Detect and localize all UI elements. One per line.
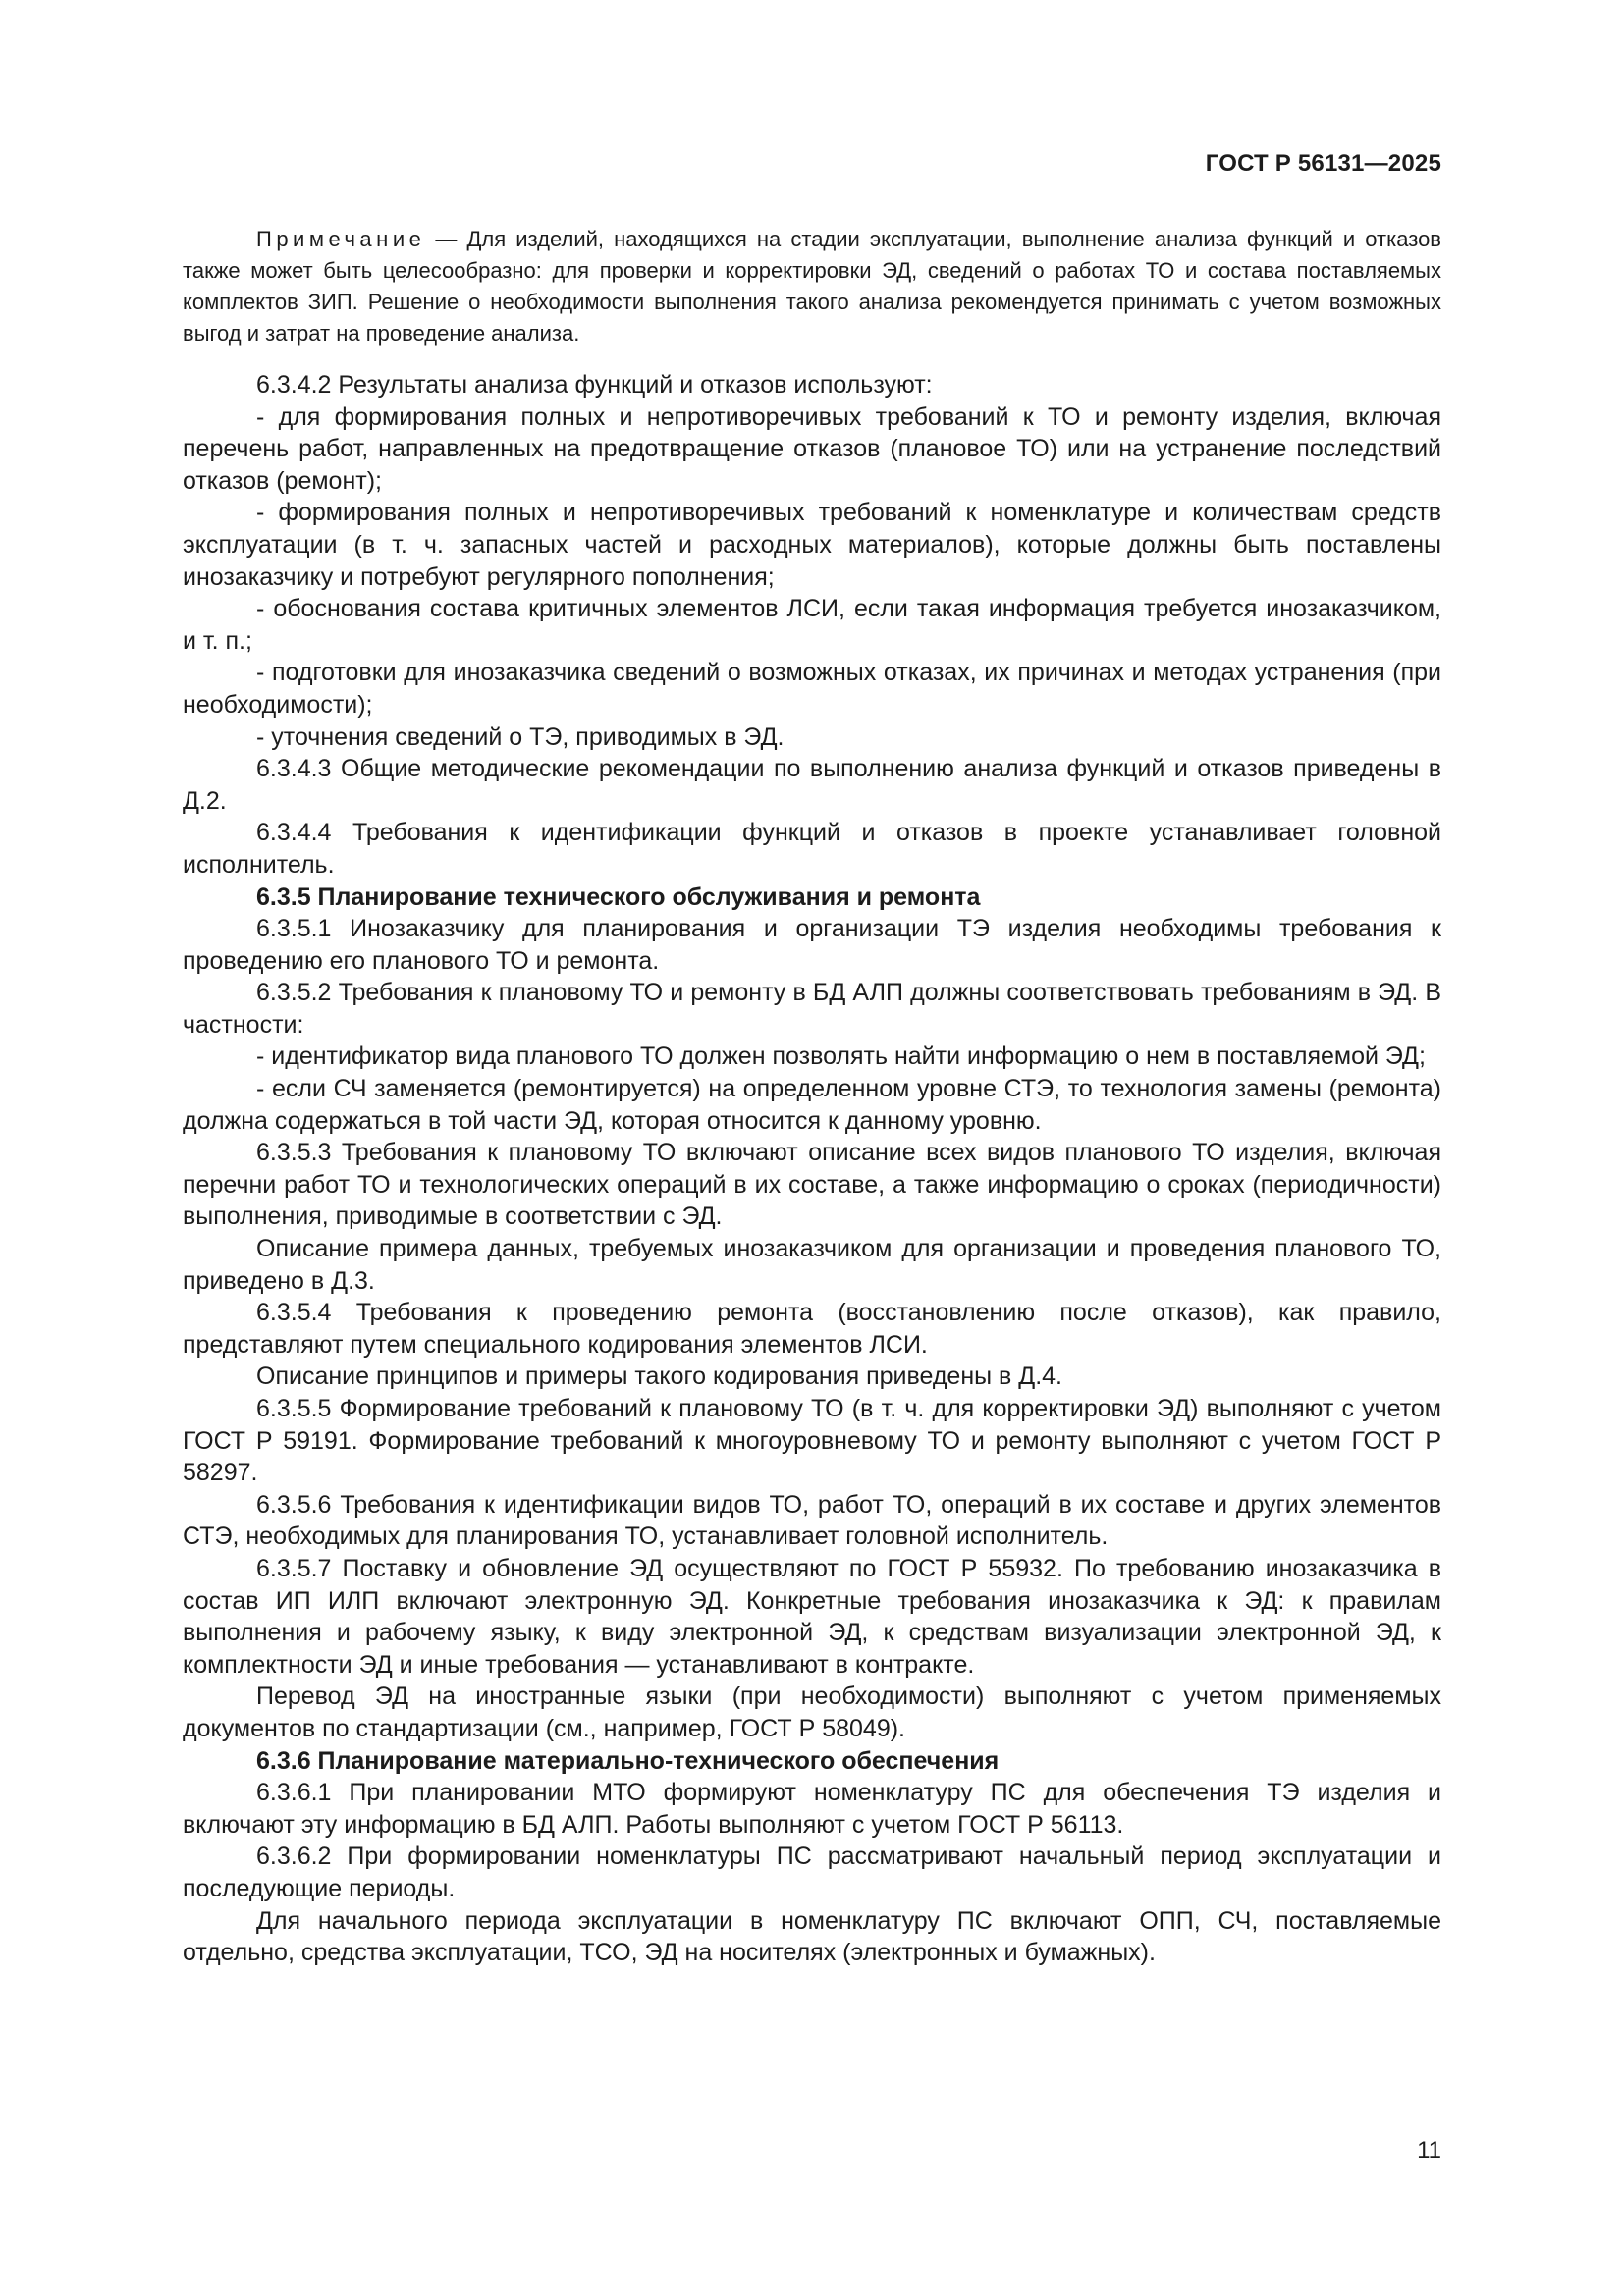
paragraph: 6.3.4.3 Общие методические рекомендации по выполнению анализа функций и отказов приведены в Д.2. [183, 755, 1441, 815]
page-number: 11 [1417, 2137, 1441, 2163]
paragraph: 6.3.5.3 Требования к плановому ТО включают описание всех видов планового ТО изделия, включая перечни работ ТО и технологических операций в их составе, а также информацию о сроках (периодичности) выполнения, приводимые в соответствии с ЭД. [183, 1139, 1441, 1231]
note-label: Примечание [256, 227, 426, 251]
note-block [183, 224, 1441, 349]
paragraph: - подготовки для инозаказчика сведений о возможных отказах, их причинах и методах устранения (при необходимости); [183, 659, 1441, 719]
paragraph: - формирования полных и непротиворечивых требований к номенклатуре и количествам средств эксплуатации (в т. ч. запасных частей и расходных материалов), которые должны быть поставлены инозаказчику и потребуют регулярного пополнения; [183, 499, 1441, 591]
paragraph: 6.3.5.5 Формирование требований к плановому ТО (в т. ч. для корректировки ЭД) выполняют с учетом ГОСТ Р 59191. Формирование требований к многоуровневому ТО и ремонту выполняют с учетом ГОСТ Р 58297. [183, 1395, 1441, 1487]
standard-designation: ГОСТ Р 56131—2025 [1205, 150, 1441, 177]
paragraph-list [183, 369, 1441, 1969]
section-heading: 6.3.5 Планирование технического обслуживания и ремонта [256, 882, 981, 911]
paragraph: 6.3.5.2 Требования к плановому ТО и ремонту в БД АЛП должны соответствовать требованиям в ЭД. В частности: [183, 979, 1441, 1039]
paragraph: - уточнения сведений о ТЭ, приводимых в ЭД. [256, 722, 785, 751]
section-heading: 6.3.6 Планирование материально-технического обеспечения [256, 1746, 1000, 1775]
paragraph: 6.3.5.1 Инозаказчику для планирования и организации ТЭ изделия необходимы требования к проведению его планового ТО и ремонта. [183, 915, 1441, 975]
paragraph: 6.3.5.4 Требования к проведению ремонта (восстановлению после отказов), как правило, представляют путем специального кодирования элементов ЛСИ. [183, 1299, 1441, 1359]
paragraph: - если СЧ заменяется (ремонтируется) на определенном уровне СТЭ, то технология замены (ремонта) должна содержаться в той части ЭД, которая относится к данному уровню. [183, 1075, 1441, 1135]
note-text: — Для изделий, находящихся на стадии эксплуатации, выполнение анализа функций и отказов также может быть целесообразно: для проверки и корректировки ЭД, сведений о работах ТО и состава поставляемых комплектов ЗИП. Решение о необходимости выполнения такого анализа рекомендуется принимать с учетом возможных выгод и затрат на проведение анализа. [183, 227, 1441, 346]
paragraph: 6.3.4.2 Результаты анализа функций и отказов используют: [256, 371, 933, 399]
paragraph: - обоснования состава критичных элементов ЛСИ, если такая информация требуется инозаказчиком, и т. п.; [183, 595, 1441, 655]
paragraph: Описание примера данных, требуемых инозаказчиком для организации и проведения планового ТО, приведено в Д.3. [183, 1235, 1441, 1295]
paragraph: 6.3.6.1 При планировании МТО формируют номенклатуру ПС для обеспечения ТЭ изделия и включают эту информацию в БД АЛП. Работы выполняют с учетом ГОСТ Р 56113. [183, 1779, 1441, 1839]
paragraph: Описание принципов и примеры такого кодирования приведены в Д.4. [256, 1362, 1062, 1391]
paragraph: 6.3.4.4 Требования к идентификации функций и отказов в проекте устанавливает головной исполнитель. [183, 819, 1441, 879]
paragraph: 6.3.5.6 Требования к идентификации видов ТО, работ ТО, операций в их составе и других элементов СТЭ, необходимых для планирования ТО, устанавливает головной исполнитель. [183, 1490, 1441, 1551]
page-content [183, 224, 1441, 1969]
paragraph: - идентификатор вида планового ТО должен позволять найти информацию о нем в поставляемой ЭД; [256, 1042, 1426, 1071]
paragraph: Для начального периода эксплуатации в номенклатуру ПС включают ОПП, СЧ, поставляемые отдельно, средства эксплуатации, ТСО, ЭД на носителях (электронных и бумажных). [183, 1906, 1441, 1967]
paragraph: - для формирования полных и непротиворечивых требований к ТО и ремонту изделия, включая перечень работ, направленных на предотвращение отказов (плановое ТО) или на устранение последствий отказов (ремонт); [183, 402, 1441, 495]
paragraph: Перевод ЭД на иностранные языки (при необходимости) выполняют с учетом применяемых документов по стандартизации (см., например, ГОСТ Р 58049). [183, 1682, 1441, 1742]
paragraph: 6.3.6.2 При формировании номенклатуры ПС рассматривают начальный период эксплуатации и последующие периоды. [183, 1842, 1441, 1902]
paragraph: 6.3.5.7 Поставку и обновление ЭД осуществляют по ГОСТ Р 55932. По требованию инозаказчика в состав ИП ИЛП включают электронную ЭД. Конкретные требования инозаказчика к ЭД: к правилам выполнения и рабочему языку, к виду электронной ЭД, к средствам визуализации электронной ЭД, к комплектности ЭД и иные требования — устанавливают в контракте. [183, 1554, 1441, 1679]
